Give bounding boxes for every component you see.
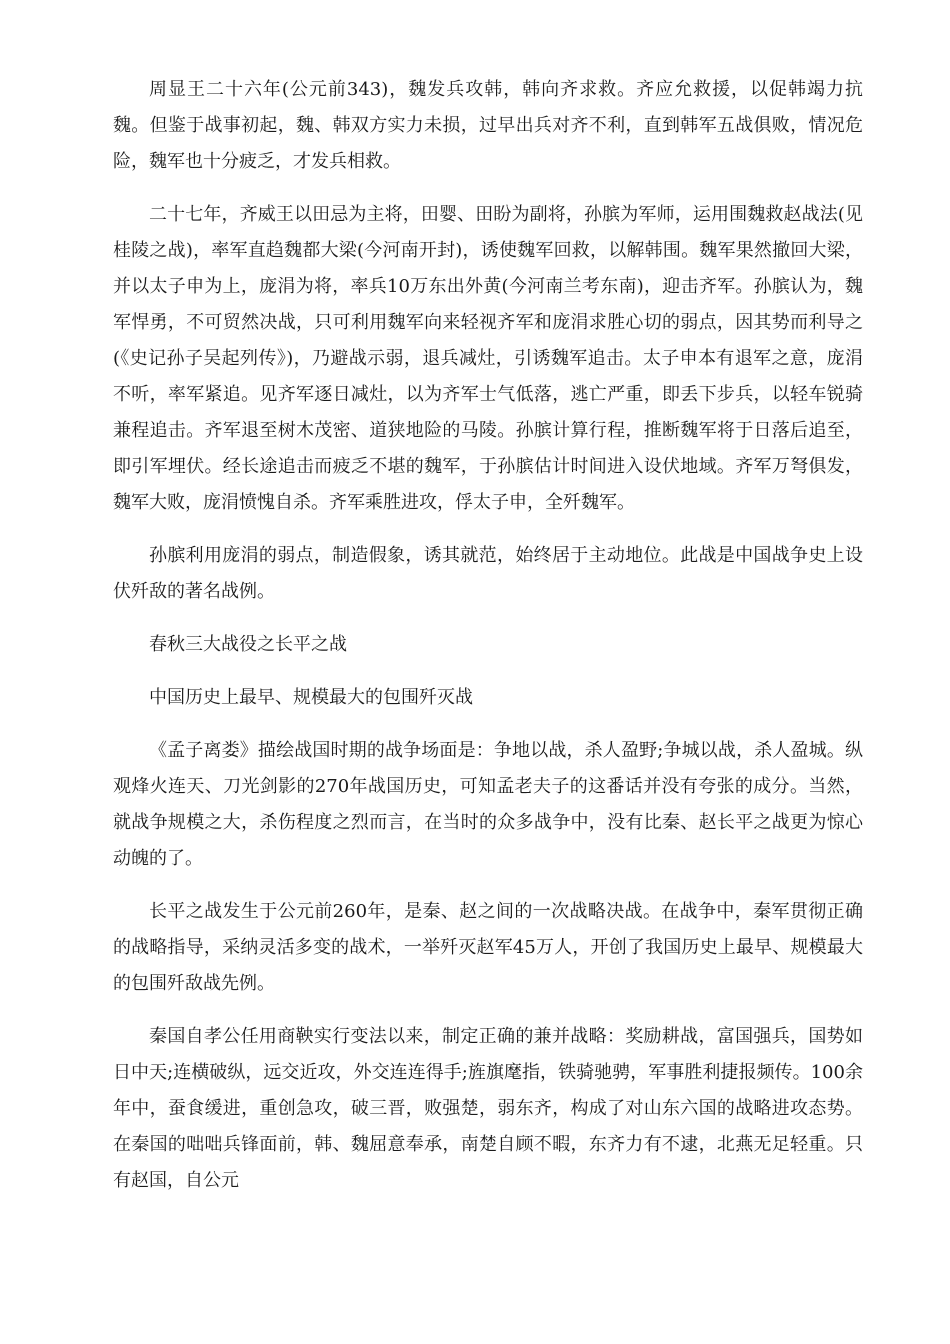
paragraph-2: 二十七年，齐威王以田忌为主将，田婴、田盼为副将，孙膑为军师，运用围魏救赵战法(见桂陵之战)，率军直趋魏都大梁(今河南开封)，诱使魏军回救，以解韩围。魏军果然撤回大梁，并以太子申为上，庞涓为将，率兵10万东出外黄(今河南兰考东南)，迎击齐军。孙膑认为，魏军悍勇，不可贸然决战，只可利用魏军向来轻视齐军和庞涓求胜心切的弱点，因其势而利导之(《史记孙子吴起列传》)，乃避战示弱，退兵减灶，引诱魏军追击。太子申本有退军之意，庞涓不听，率军紧追。见齐军逐日减灶，以为齐军士气低落，逃亡严重，即丢下步兵，以轻车锐骑兼程追击。齐军退至树木茂密、道狭地险的马陵。孙膑计算行程，推断魏军将于日落后追至，即引军埋伏。经长途追击而疲乏不堪的魏军，于孙膑估计时间进入设伏地域。齐军万弩俱发，魏军大败，庞涓愤愧自杀。齐军乘胜进攻，俘太子申，全歼魏军。 <box>113 204 863 513</box>
paragraph-1: 周显王二十六年(公元前343)，魏发兵攻韩，韩向齐求救。齐应允救援，以促韩竭力抗魏。但鉴于战事初起，魏、韩双方实力未损，过早出兵对齐不利，直到韩军五战俱败，情况危险，魏军也十分疲乏，才发兵相救。 <box>113 79 863 172</box>
section-subtitle: 中国历史上最早、规模最大的包围歼灭战 <box>149 687 473 708</box>
paragraph-6: 秦国自孝公任用商鞅实行变法以来，制定正确的兼并战略：奖励耕战，富国强兵，国势如日中天;连横破纵，远交近攻，外交连连得手;旌旗麾指，铁骑驰骋，军事胜利捷报频传。100余年中，蚕食缓进，重创急攻，破三晋，败强楚，弱东齐，构成了对山东六国的战略进攻态势。在秦国的咄咄兵锋面前，韩、魏屈意奉承，南楚自顾不暇，东齐力有不逮，北燕无足轻重。只有赵国，自公元 <box>113 1026 863 1191</box>
paragraph-3: 孙膑利用庞涓的弱点，制造假象，诱其就范，始终居于主动地位。此战是中国战争史上设伏歼敌的著名战例。 <box>113 545 863 602</box>
document-page <box>113 72 863 1216</box>
paragraph-5: 长平之战发生于公元前260年，是秦、赵之间的一次战略决战。在战争中，秦军贯彻正确的战略指导，采纳灵活多变的战术，一举歼灭赵军45万人，开创了我国历史上最早、规模最大的包围歼敌战先例。 <box>113 901 863 994</box>
section-title: 春秋三大战役之长平之战 <box>149 634 347 655</box>
paragraph-4: 《孟子离娄》描绘战国时期的战争场面是：争地以战，杀人盈野;争城以战，杀人盈城。纵观烽火连天、刀光剑影的270年战国历史，可知孟老夫子的这番话并没有夸张的成分。当然，就战争规模之大，杀伤程度之烈而言，在当时的众多战争中，没有比秦、赵长平之战更为惊心动魄的了。 <box>113 740 863 869</box>
